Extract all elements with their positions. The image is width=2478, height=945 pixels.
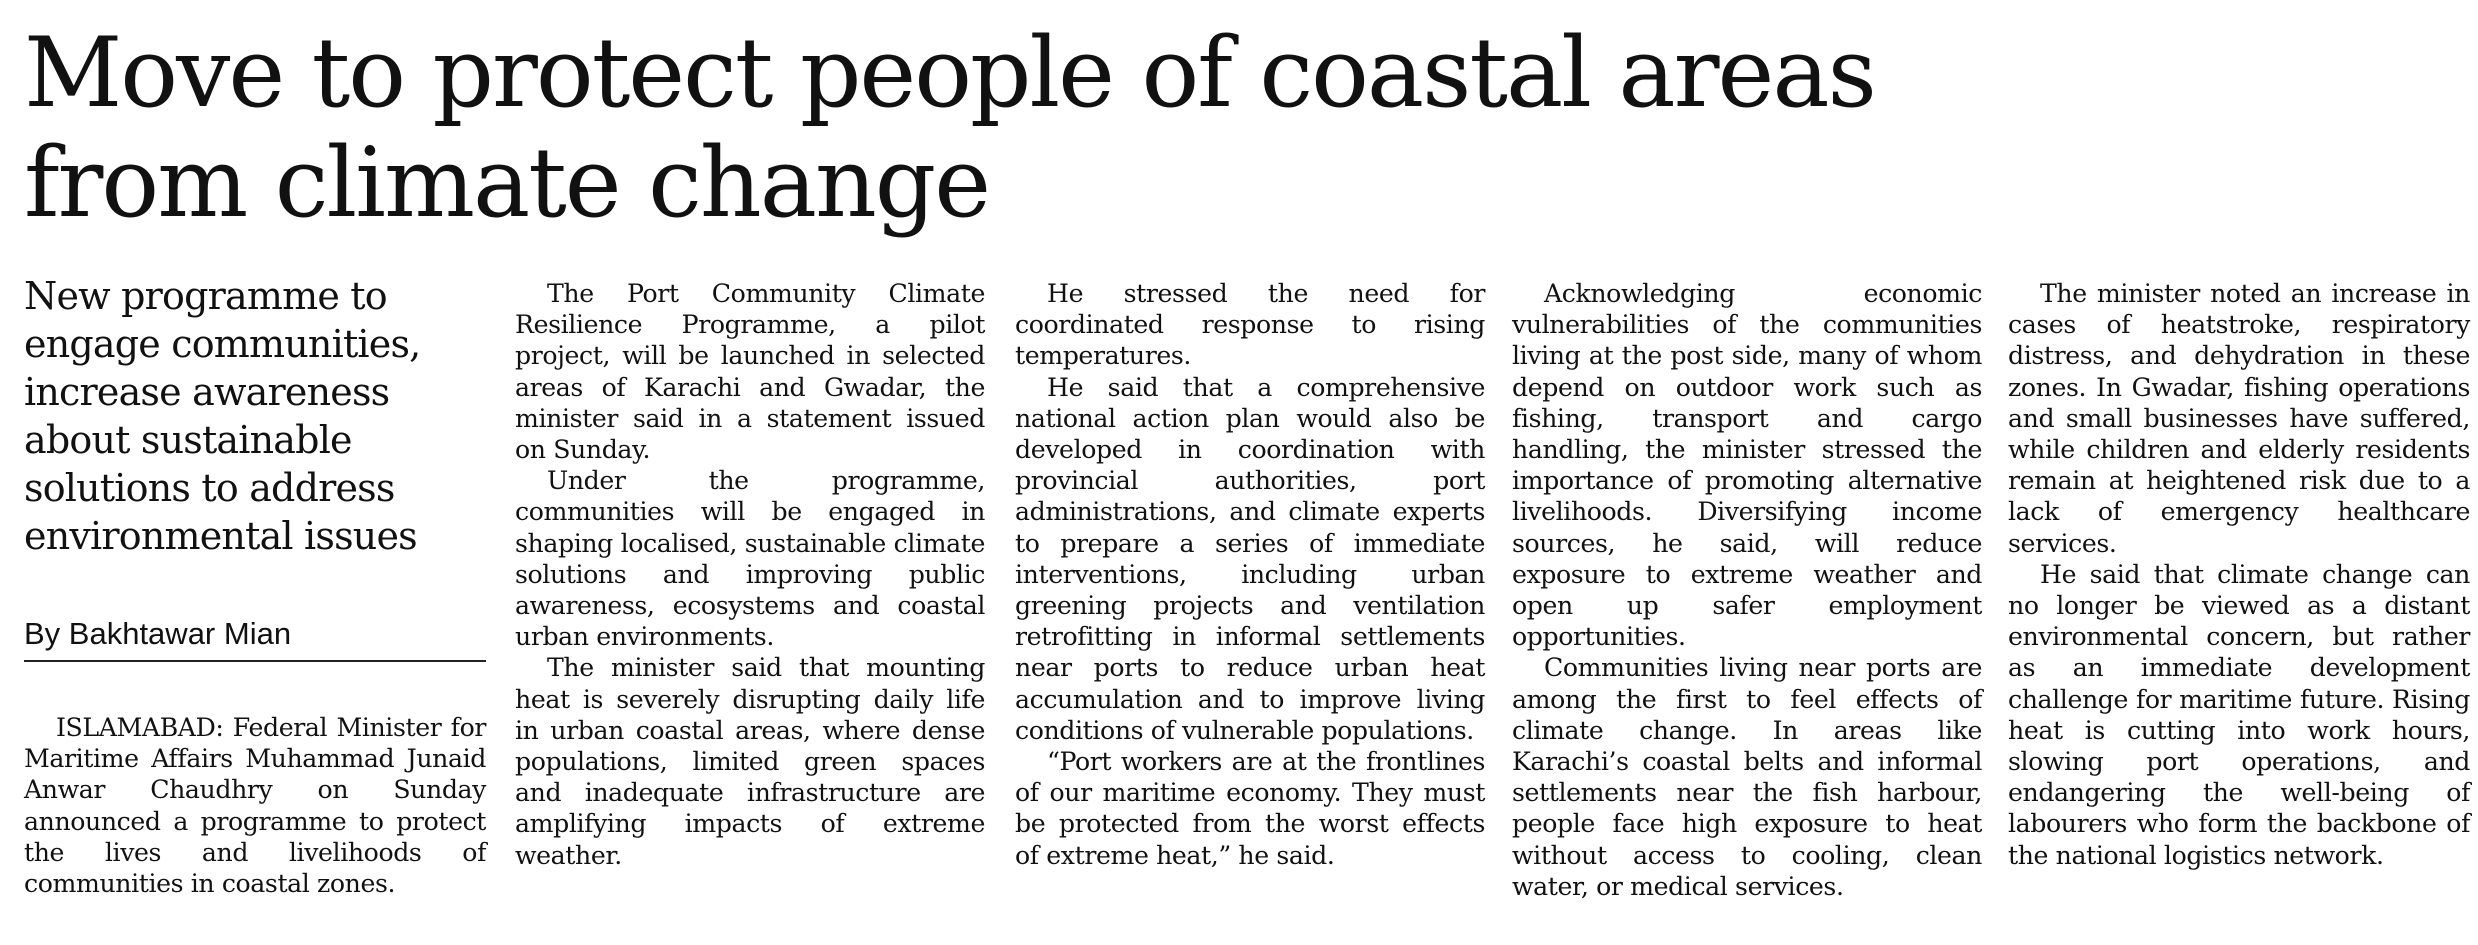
body-column-3 xyxy=(1015,278,1485,871)
paragraph: Under the programme, communities will be engaged in shaping localised, sustainable climate solutions and improving public awareness, ecosystems and coastal urban environments. xyxy=(515,466,985,652)
headline-line-1: Move to protect people of coastal areas xyxy=(24,17,1875,129)
body-column-5 xyxy=(2008,278,2470,871)
paragraph: He stressed the need for coordinated response to rising temperatures. xyxy=(1015,279,1485,371)
paragraph: The minister noted an increase in cases of heatstroke, respiratory distress, and dehydration in these zones. In Gwadar, fishing operations and small businesses have suffered, while children and elderly residents remain at heightened risk due to a lack of emergency healthcare services. xyxy=(2008,279,2470,558)
paragraph: Acknowledging economic vulnerabilities of the communities living at the post side, many of whom depend on outdoor work such as fishing, transport and cargo handling, the minister stressed the importance of promoting alternative livelihoods. Diversifying income sources, he said, will reduce exposure to extreme weather and open up safer employment opportunities. xyxy=(1512,279,1982,652)
headline-line-2: from climate change xyxy=(24,127,990,239)
paragraph: He said that climate change can no longer be viewed as a distant environmental concern, but rather as an immediate development challenge for maritime future. Rising heat is cutting into work hours, slowing port operations, and endangering the well-being of labourers who form the backbone of the national logistics network. xyxy=(2008,559,2470,870)
paragraph: Communities living near ports are among the first to feel effects of climate change. In areas like Karachi’s coastal belts and informal settlements near the fish harbour, people face high exposure to heat without access to cooling, clean water, or medical services. xyxy=(1512,653,1982,901)
paragraph: The minister said that mounting heat is severely disrupting daily life in urban coastal areas, where dense populations, limited green spaces and inadequate infrastructure are amplifying impacts of extreme weather. xyxy=(515,653,985,870)
body-column-2 xyxy=(515,278,985,871)
paragraph: The Port Community Climate Resilience Programme, a pilot project, will be launched in selected areas of Karachi and Gwadar, the minister said in a statement issued on Sunday. xyxy=(515,279,985,465)
body-column-1 xyxy=(24,712,486,899)
paragraph: “Port workers are at the frontlines of our maritime economy. They must be protected from the worst effects of extreme heat,” he said. xyxy=(1015,747,1485,870)
body-column-4 xyxy=(1512,278,1982,902)
paragraph: ISLAMABAD: Federal Minister for Maritime Affairs Muhammad Junaid Anwar Chaudhry on Sunday announced a programme to protect the lives and livelihoods of communities in coastal zones. xyxy=(24,713,486,899)
byline: By Bakhtawar Mian xyxy=(24,614,486,662)
headline xyxy=(24,18,2464,238)
paragraph: He said that a comprehensive national action plan would also be developed in coordination with provincial authorities, port administrations, and climate experts to prepare a series of immediate interventions, including urban greening projects and ventilation retrofitting in informal settlements near ports to reduce urban heat accumulation and to improve living conditions of vulnerable populations. xyxy=(1015,372,1485,745)
deck-subheadline: New programme to engage communities, increase awareness about sustainable solutions to address environmental issues xyxy=(24,274,421,558)
